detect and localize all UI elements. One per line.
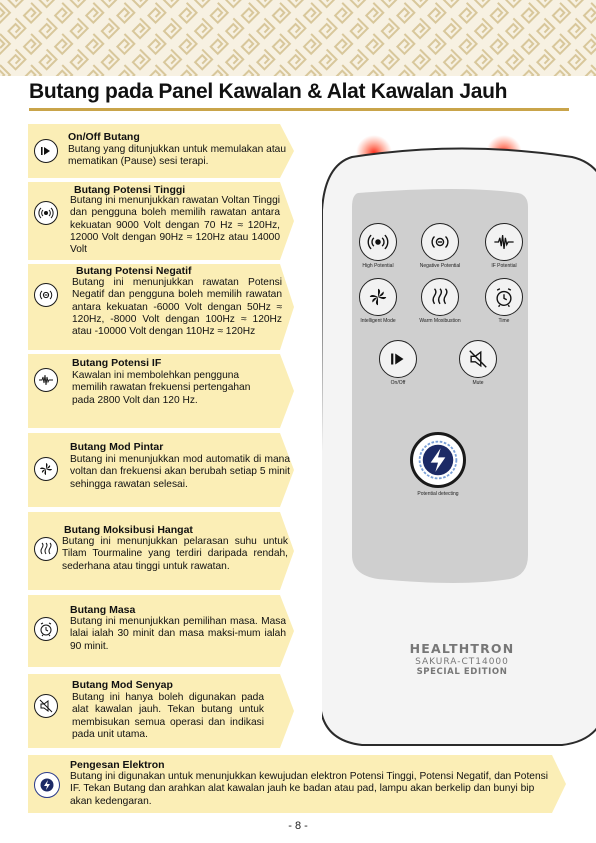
- card-time: [28, 595, 294, 667]
- remote-button-label: On/Off: [390, 380, 406, 386]
- remote-time-button[interactable]: [485, 278, 523, 316]
- card-text: Butang ini digunakan untuk menunjukkan kewujudan elektron Potensi Tinggi, Potensi Negatif, dan Potensi IF. Tekan Butang dan arahkan alat kawalan jauh ke badan atau pad, lampu akan berkelip dan bunyi bip akan kedengaran.: [70, 771, 548, 807]
- intelligent-mode-icon: [34, 457, 58, 481]
- remote-button-label: High Potential: [362, 263, 394, 269]
- card-mute: [28, 674, 294, 748]
- card-title: Butang Mod Senyap: [72, 679, 173, 691]
- remote-on-off-button[interactable]: [379, 340, 417, 378]
- card-text: Butang ini menunjukkan pemilihan masa. Masa lalai ialah 30 minit dan masa maksi-mum ialah 90 minit.: [70, 616, 286, 652]
- remote-button-label: IF Potential: [491, 263, 517, 269]
- electron-detector-icon: [34, 772, 60, 798]
- card-electron-detector: [28, 755, 566, 813]
- card-if-potential: [28, 354, 294, 428]
- alarm-clock-icon: [34, 617, 58, 641]
- if-potential-icon: [34, 368, 58, 392]
- remote-potential-detecting-button[interactable]: [410, 432, 466, 488]
- play-pause-icon: [34, 139, 58, 163]
- mute-icon: [34, 694, 58, 718]
- if-potential-icon: [493, 231, 515, 253]
- warm-moxibustion-icon: [34, 537, 58, 561]
- title-underline: [29, 108, 569, 111]
- card-high-potential: [28, 182, 294, 260]
- remote-high-potential-button[interactable]: [359, 223, 397, 261]
- remote-negative-potential-button[interactable]: [421, 223, 459, 261]
- mute-icon: [467, 348, 489, 370]
- card-intelligent-mode: [28, 433, 294, 507]
- edition-label: SPECIAL EDITION: [416, 667, 508, 677]
- negative-potential-icon: [429, 231, 451, 253]
- high-potential-icon: [34, 201, 58, 225]
- card-text: Butang ini menunjukkan mod automatik di mana voltan dan frekuensi akan berubah setiap 5 minit sehingga rawatan selesai.: [70, 454, 290, 490]
- card-text: Butang ini menunjukkan rawatan Voltan Tinggi dan pengguna boleh memilih rawatan antara kekuatan 9000 Volt dengan 70 Hz ≈ 120Hz, 12000 Volt dengan 90Hz ≈ 120Hz atau 14000 Volt: [70, 195, 280, 256]
- remote-button-label: Intelligent Mode: [360, 318, 396, 324]
- remote-warm-moxibustion-button[interactable]: [421, 278, 459, 316]
- remote-if-potential-button[interactable]: [485, 223, 523, 261]
- page-number: - 8 -: [288, 820, 308, 832]
- high-potential-icon: [367, 231, 389, 253]
- page-title: Butang pada Panel Kawalan & Alat Kawalan Jauh: [29, 80, 508, 103]
- card-title: Pengesan Elektron: [70, 759, 165, 771]
- card-text: Kawalan ini membolehkan pengguna memilih rawatan frekuensi pertengahan pada 2800 Volt dan 120 Hz.: [72, 370, 251, 406]
- card-title: Butang Potensi Tinggi: [74, 184, 186, 196]
- play-pause-icon: [387, 348, 409, 370]
- remote-intelligent-mode-button[interactable]: [359, 278, 397, 316]
- card-on-off: [28, 124, 294, 178]
- intelligent-mode-icon: [367, 286, 389, 308]
- card-title: Butang Mod Pintar: [70, 441, 164, 453]
- warm-moxibustion-icon: [429, 286, 451, 308]
- card-title: Butang Potensi Negatif: [76, 265, 192, 277]
- card-title: Butang Masa: [70, 604, 136, 616]
- model-name: SAKURA-CT14000: [415, 657, 509, 667]
- remote-button-label: Mute: [472, 380, 484, 386]
- card-title: Butang Potensi IF: [72, 357, 162, 369]
- card-title: On/Off Butang: [68, 131, 140, 143]
- remote-button-label: Potential detecting: [417, 491, 459, 497]
- card-title: Butang Moksibusi Hangat: [64, 524, 193, 536]
- electron-detector-icon: [417, 439, 459, 481]
- remote-button-label: Time: [498, 318, 510, 324]
- card-negative-potential: [28, 264, 294, 350]
- card-text: Butang ini menunjukkan pelarasan suhu untuk Tilam Tourmaline yang terdiri daripada rendah, sederhana atau tinggi untuk rawatan.: [62, 536, 288, 572]
- card-warm-moxibustion: [28, 512, 294, 590]
- remote-button-label: Negative Potential: [419, 263, 461, 269]
- remote-button-label: Warm Moxibustion: [419, 318, 461, 324]
- decorative-pattern-header: [0, 0, 596, 76]
- card-text: Butang yang ditunjukkan untuk memulakan atau mematikan (Pause) sesi terapi.: [68, 144, 286, 168]
- card-text: Butang ini menunjukkan rawatan Potensi Negatif dan pengguna boleh memilih rawatan antara kekuatan -6000 Volt dengan 50Hz ≈ 120Hz, -8000 Volt dengan 100Hz ≈ 120Hz atau -10000 Volt dengan 110Hz ≈ 120Hz: [72, 277, 282, 338]
- remote-control: [322, 135, 596, 755]
- remote-mute-button[interactable]: [459, 340, 497, 378]
- brand-logo: HEALTHTRON: [409, 641, 515, 656]
- negative-potential-icon: [34, 283, 58, 307]
- alarm-clock-icon: [493, 286, 515, 308]
- card-text: Butang ini hanya boleh digunakan pada alat kawalan jauh. Tekan butang untuk membisukan semua operasi dan indikasi pada unit utama.: [72, 692, 264, 740]
